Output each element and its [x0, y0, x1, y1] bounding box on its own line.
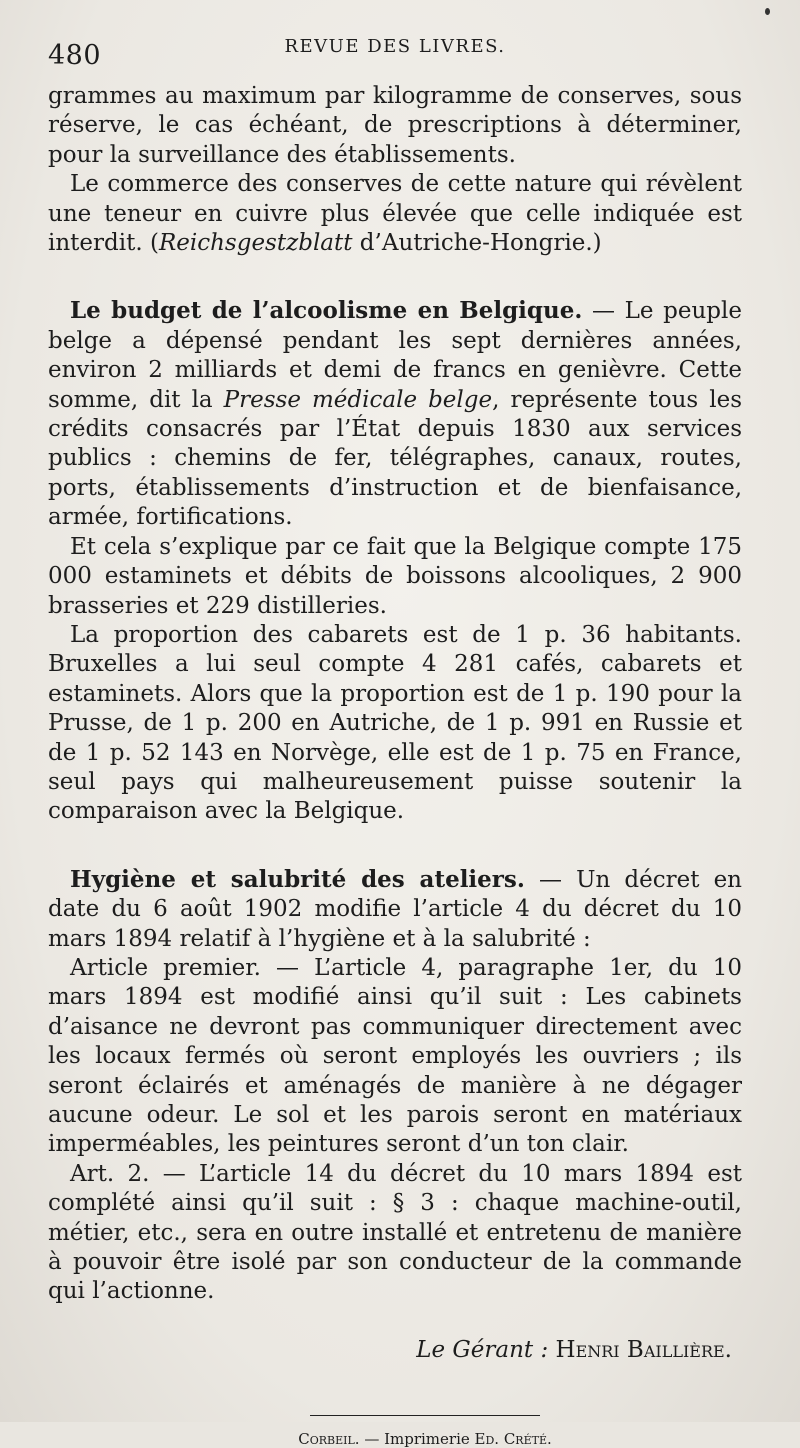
imprint	[78, 1430, 772, 1448]
paragraph-article-premier: Article premier. — L’article 4, paragraphe 1er, du 10 mars 1894 est modifié ainsi qu’il suit : Les cabinets d’aisance ne devront pas communiquer directement avec les locaux fermés où seront employés les ouvriers ; ils seront éclairés et aménagés de manière à ne dégager aucune odeur. Le sol et les parois seront en matériaux imperméables, les peintures seront d’un ton clair.	[48, 954, 742, 1158]
paragraph-article-2: Art. 2. — L’article 14 du décret du 10 mars 1894 est complété ainsi qu’il suit : § 3 : chaque machine-outil, métier, etc., sera en outre installé et entretenu de manière à pouvoir être isolé par son conducteur de la commande qui l’actionne.	[48, 1160, 742, 1305]
signature-label: Le Gérant :	[416, 1336, 549, 1363]
paragraph-conserves-end: grammes au maximum par kilogramme de conserves, sous réserve, le cas échéant, de prescriptions à déterminer, pour la surveillance des établissements.	[48, 83, 742, 168]
section-title-hygiene: Hygiène et salubrité des ateliers.	[70, 865, 525, 893]
imprint-printer: Ed. Crété.	[474, 1429, 552, 1448]
source-presse-medicale: Presse médicale belge	[223, 386, 493, 413]
section-alcoolisme	[48, 296, 742, 532]
page-number: 480	[48, 40, 102, 71]
imprint-city: Corbeil.	[298, 1429, 360, 1448]
paragraph-estaminets: Et cela s’explique par ce fait que la Belgique compte 175 000 estaminets et débits de boissons alcooliques, 2 900 brasseries et 229 distilleries.	[48, 533, 742, 619]
paragraph-text: Le commerce des conserves de cette nature qui révèlent une teneur en cuivre plus élevée que celle indiquée est interdit. (	[48, 171, 742, 257]
signature	[48, 1337, 742, 1363]
paragraph-conserves-cuivre	[48, 170, 742, 258]
section-title-alcoolisme: Le budget de l’alcoolisme en Belgique.	[70, 297, 583, 325]
imprint-text: — Imprimerie	[359, 1429, 475, 1448]
running-head: REVUE DES LIVRES.	[284, 36, 506, 57]
section-hygiene	[48, 865, 742, 954]
footer-rule	[310, 1415, 540, 1416]
ink-speck	[765, 8, 770, 15]
source-reichsgesetzblatt: Reichsgestzblatt	[158, 230, 353, 257]
paragraph-tail: d’Autriche-Hongrie.)	[352, 230, 602, 257]
page-header	[48, 30, 742, 82]
signature-name: Henri Baillière.	[555, 1336, 732, 1363]
section-spacer	[48, 258, 742, 296]
paragraph-text: — Le peuple belge a dépensé pendant les sept dernières années, environ 2 milliards et demi de francs en genièvre. Cette somme, dit la	[48, 298, 742, 413]
paragraph-text: — Un décret en date du 6 août 1902 modifie l’article 4 du décret du 10 mars 1894 relatif à l’hygiène et à la salubrité :	[48, 866, 742, 952]
paragraph-proportion-cabarets: La proportion des cabarets est de 1 p. 36 habitants. Bruxelles a lui seul compte 4 281 cafés, cabarets et estaminets. Alors que la proportion est de 1 p. 190 pour la Prusse, de 1 p. 200 en Autriche, de 1 p. 991 en Russie et de 1 p. 52 143 en Norvège, elle est de 1 p. 75 en France, seul pays qui malheureusement puisse soutenir la comparaison avec la Belgique.	[48, 621, 742, 825]
paragraph-text: , représente tous les crédits consacrés par l’État depuis 1830 aux services publics : chemins de fer, télégraphes, canaux, routes, ports, établissements d’instruction et de bienfaisance, armée, fortifications.	[48, 386, 742, 531]
section-spacer	[48, 827, 742, 865]
